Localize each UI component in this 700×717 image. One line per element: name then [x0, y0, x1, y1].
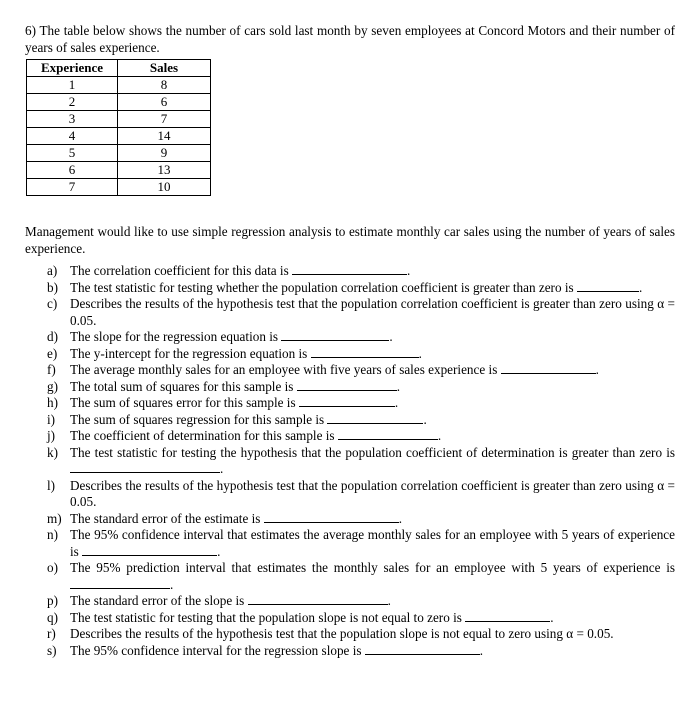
item-label: s) — [47, 642, 57, 658]
table-row — [27, 111, 211, 128]
question-item-p: p) The standard error of the slope is . — [47, 593, 391, 608]
cell-sales: 8 — [118, 77, 211, 94]
answer-blank[interactable] — [281, 329, 389, 341]
question-item-m: m) The standard error of the estimate is . — [47, 510, 403, 526]
answer-blank[interactable] — [465, 610, 550, 622]
cell-experience: 5 — [27, 145, 118, 162]
item-label: f) — [47, 362, 56, 377]
question-item-r — [25, 626, 675, 643]
answer-blank[interactable] — [577, 280, 639, 292]
answer-blank[interactable] — [299, 395, 395, 407]
answer-blank[interactable] — [70, 577, 170, 589]
cell-sales: 7 — [118, 111, 211, 128]
question-item-e: e) The y-intercept for the regression equation is . — [47, 345, 422, 361]
table-row — [27, 128, 211, 145]
answer-blank[interactable] — [70, 461, 220, 473]
question-item-a: a) The correlation coefficient for this data is . — [47, 263, 411, 278]
question-item-f: f) The average monthly sales for an employee with five years of sales experience is . — [47, 362, 599, 377]
question-item-o: o) The 95% prediction interval that estimates the monthly sales for an employee with 5 years of experience is . — [47, 560, 675, 592]
item-text: The slope for the regression equation is — [70, 329, 279, 344]
item-text: The sum of squares regression for this sample is — [70, 411, 325, 427]
table-row — [27, 145, 211, 162]
answer-blank[interactable] — [338, 428, 438, 440]
answer-blank[interactable] — [264, 511, 399, 523]
table-row — [27, 77, 211, 94]
item-label: g) — [47, 378, 58, 394]
item-text: The correlation coefficient for this data is — [70, 263, 289, 278]
cell-experience: 2 — [27, 94, 118, 111]
item-label: m) — [47, 510, 62, 526]
cell-experience: 6 — [27, 162, 118, 179]
item-label: l) — [47, 477, 56, 493]
item-text: The sum of squares error for this sample is — [70, 395, 296, 410]
question-item-g: g) The total sum of squares for this sample is . — [47, 378, 401, 394]
question-item-i: i) The sum of squares regression for this sample is . — [47, 411, 427, 427]
item-label: k) — [47, 444, 58, 460]
item-label: a) — [47, 263, 58, 278]
question-intro: 6) The table below shows the number of cars sold last month by seven employees at Concord Motors and their number of years of sales experience. — [25, 23, 675, 55]
item-label: o) — [47, 560, 58, 575]
answer-blank[interactable] — [501, 362, 596, 374]
item-label: i) — [47, 411, 56, 427]
cell-experience: 1 — [27, 77, 118, 94]
item-text: Describes the results of the hypothesis test that the population correlation coefficient is greater than zero using α = 0.05. — [70, 477, 675, 509]
item-label: b) — [47, 279, 58, 295]
table-row — [27, 162, 211, 179]
item-text: The standard error of the slope is — [70, 593, 245, 608]
item-text: The 95% confidence interval that estimates the average monthly sales for an employee with 5 years of experience is — [70, 527, 675, 559]
answer-blank[interactable] — [292, 263, 407, 275]
cell-experience: 7 — [27, 179, 118, 196]
question-item-n: n) The 95% confidence interval that estimates the average monthly sales for an employee with 5 years of experience is . — [47, 527, 675, 559]
item-label: r) — [47, 626, 56, 641]
answer-blank[interactable] — [327, 412, 423, 424]
question-item-j: j) The coefficient of determination for this sample is . — [47, 428, 442, 443]
question-item-b: b) The test statistic for testing whether the population correlation coefficient is greater than zero is . — [47, 279, 643, 295]
answer-blank[interactable] — [82, 544, 217, 556]
item-text: The test statistic for testing whether the population correlation coefficient is greater than zero is — [70, 279, 574, 295]
item-text: The average monthly sales for an employee with five years of sales experience is — [70, 362, 498, 377]
question-item-l — [25, 478, 675, 511]
cell-sales: 6 — [118, 94, 211, 111]
question-item-d: d) The slope for the regression equation is . — [47, 329, 393, 344]
item-label: e) — [47, 345, 58, 361]
item-label: p) — [47, 593, 58, 608]
item-text: The total sum of squares for this sample is — [70, 378, 294, 394]
cell-experience: 3 — [27, 111, 118, 128]
cell-sales: 13 — [118, 162, 211, 179]
table-header-row — [27, 60, 211, 77]
item-label: q) — [47, 609, 58, 625]
experience-sales-table — [26, 59, 211, 196]
question-item-k: k) The test statistic for testing the hypothesis that the population coefficient of determination is greater than zero is . — [47, 444, 675, 476]
cell-experience: 4 — [27, 128, 118, 145]
item-text: The standard error of the estimate is — [70, 510, 261, 526]
question-list — [25, 263, 675, 659]
header-sales: Sales — [118, 60, 211, 77]
question-item-q: q) The test statistic for testing that the population slope is not equal to zero is . — [47, 609, 554, 625]
table-row — [27, 94, 211, 111]
answer-blank[interactable] — [311, 346, 419, 358]
answer-blank[interactable] — [365, 643, 480, 655]
item-text: The y-intercept for the regression equation is — [70, 345, 308, 361]
question-item-c — [25, 296, 675, 329]
item-text: The test statistic for testing that the population slope is not equal to zero is — [70, 609, 462, 625]
item-text: The coefficient of determination for this sample is — [70, 428, 335, 443]
item-text: The 95% confidence interval for the regression slope is — [70, 642, 362, 658]
answer-blank[interactable] — [297, 379, 397, 391]
item-text: The test statistic for testing the hypothesis that the population coefficient of determination is greater than zero is — [70, 444, 675, 460]
cell-sales: 9 — [118, 145, 211, 162]
item-label: j) — [47, 428, 56, 443]
item-label: n) — [47, 527, 58, 542]
item-text: Describes the results of the hypothesis test that the population correlation coefficient is greater than zero using α = 0.05. — [70, 296, 675, 328]
item-text: Describes the results of the hypothesis test that the population slope is not equal to zero using α = 0.05. — [70, 626, 614, 641]
management-statement: Management would like to use simple regression analysis to estimate monthly car sales using the number of years of sales experience. — [25, 224, 675, 256]
question-item-h: h) The sum of squares error for this sample is . — [47, 395, 399, 410]
worksheet-page — [25, 23, 675, 659]
cell-sales: 10 — [118, 179, 211, 196]
question-item-s: s) The 95% confidence interval for the regression slope is . — [47, 642, 484, 658]
item-text: The 95% prediction interval that estimates the monthly sales for an employee with 5 years of experience is — [70, 560, 675, 575]
cell-sales: 14 — [118, 128, 211, 145]
header-experience: Experience — [27, 60, 118, 77]
item-label: c) — [47, 296, 58, 311]
table-row — [27, 179, 211, 196]
item-label: h) — [47, 395, 58, 410]
item-label: d) — [47, 329, 58, 344]
answer-blank[interactable] — [248, 593, 388, 605]
